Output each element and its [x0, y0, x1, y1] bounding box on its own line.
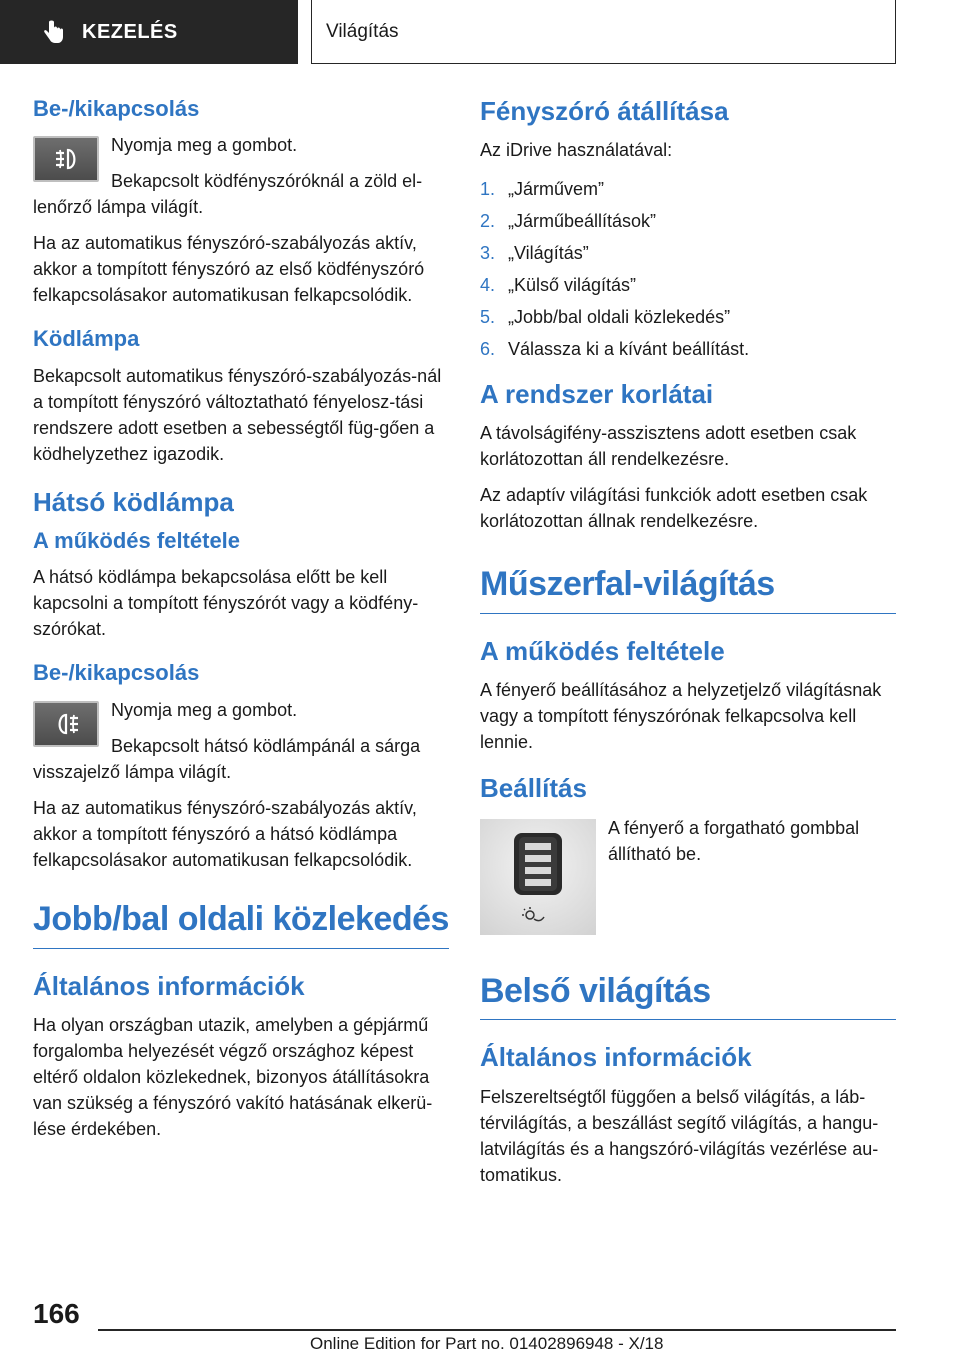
heading-setting: Beállítás — [480, 773, 587, 804]
thumbwheel-icon — [480, 819, 596, 935]
heading-switch-on-off: Be-/kikapcsolás — [33, 96, 200, 121]
paragraph: Az adaptív világítási funkciók adott esetben csak korlátozottan állnak rendelkezésre. — [480, 485, 868, 532]
paragraph: Ha olyan országban utazik, amelyben a gépjármű forgalomba helyezését végző országhoz képest eltérő oldalon közlekednek, bizonyos átállításokra van szükség a fényszóró vakító hatásának elkerü-lése érdekében. — [33, 1014, 433, 1139]
chapter-heading — [480, 564, 896, 614]
chapter-heading — [33, 899, 449, 949]
paragraph: Nyomja meg a gombot. — [111, 699, 298, 720]
rear-fog-lamp-icon — [53, 710, 81, 738]
list-item: 2. „Járműbeállítások” — [480, 211, 657, 232]
paragraph: A távolságifény-asszisztens adott esetben csak korlátozottan áll rendelkezésre. — [480, 423, 857, 470]
brightness-knob-image — [480, 819, 596, 935]
heading-interior-lighting: Belső világítás — [480, 971, 711, 1010]
list-item: 6. Válassza ki a kívánt beállítást. — [480, 339, 750, 360]
heading-function-condition: A működés feltétele — [33, 527, 241, 553]
front-fog-button-image — [33, 136, 99, 182]
paragraph: A fényerő beállításához a helyzetjelző világításnak vagy a tompított fényszórónak felkapcsolva kell lennie. — [480, 680, 882, 753]
heading-fog-lamp: Ködlámpa — [33, 326, 140, 352]
page-title-box — [311, 0, 896, 64]
paragraph: Felszereltségtől függően a belső világítás, a láb-térvilágítás, a beszállást segítő világítás, a hangu-latvilágítás és a hangszóró-világítás vezérlése au-tomatikus. — [480, 1086, 879, 1185]
steps-list — [480, 173, 896, 365]
paragraph: Bekapcsolt automatikus fényszóró-szabályozás-nál a tompított fényszóró változtatható fényelosz-tási rendszere adott esetben a sebességtől füg-gően a ködhelyzethez igazodik. — [33, 365, 442, 464]
paragraph: Bekapcsolt ködfényszóróknál a zöld el-lenőrző lámpa világít. — [33, 171, 423, 218]
section-tab — [0, 0, 298, 64]
right-column — [480, 96, 896, 1198]
list-item: 5. „Jobb/bal oldali közlekedés” — [480, 307, 731, 328]
heading-headlight-adjust: Fényszóró átállítása — [480, 96, 729, 126]
footer-edition: Online Edition for Part no. 01402896948 - X/18 — [310, 1334, 664, 1353]
paragraph: Ha az automatikus fényszóró-szabályozás aktív, akkor a tompított fényszóró az első ködfényszóró felkapcsolásakor automatikusan felkapcsolódik. — [33, 233, 425, 306]
page-title: Világítás — [326, 20, 399, 42]
paragraph: A hátsó ködlámpa bekapcsolása előtt be kell kapcsolni a tompított fényszórót vagy a ködfény-szórókat. — [33, 567, 419, 640]
list-item: 4. „Külső világítás” — [480, 275, 637, 296]
heading-general-info: Általános információk — [33, 970, 305, 1001]
front-fog-lamp-icon — [53, 145, 81, 173]
paragraph: Nyomja meg a gombot. — [111, 135, 298, 156]
paragraph: Bekapcsolt hátsó ködlámpánál a sárga visszajelző lámpa világít. — [33, 735, 421, 782]
heading-left-right-traffic: Jobb/bal oldali közlekedés — [33, 899, 449, 938]
heading-dashboard-lighting: Műszerfal-világítás — [480, 565, 775, 604]
paragraph: A fényerő a forgatható gombbal állítható be. — [608, 817, 860, 864]
list-item: 1. „Járművem” — [480, 179, 605, 200]
hand-pointer-icon — [40, 19, 66, 45]
list-item: 3. „Világítás” — [480, 243, 589, 264]
rear-fog-button-image — [33, 701, 99, 747]
paragraph: Az iDrive használatával: — [480, 140, 673, 161]
paragraph: Ha az automatikus fényszóró-szabályozás aktív, akkor a tompított fényszóró a hátsó ködlámpa felkapcsolásakor automatikusan felkapcsolódik. — [33, 797, 417, 870]
heading-switch-on-off: Be-/kikapcsolás — [33, 660, 200, 686]
left-column — [33, 96, 449, 1152]
heading-system-limits: A rendszer korlátai — [480, 379, 714, 410]
heading-function-condition: A működés feltétele — [480, 636, 725, 667]
footer-divider — [98, 1329, 896, 1331]
heading-rear-fog-lamp: Hátsó ködlámpa — [33, 486, 234, 517]
page-number: 166 — [33, 1298, 80, 1329]
heading-general-info: Általános információk — [480, 1042, 752, 1073]
section-label: KEZELÉS — [82, 20, 178, 43]
chapter-heading — [480, 971, 896, 1021]
